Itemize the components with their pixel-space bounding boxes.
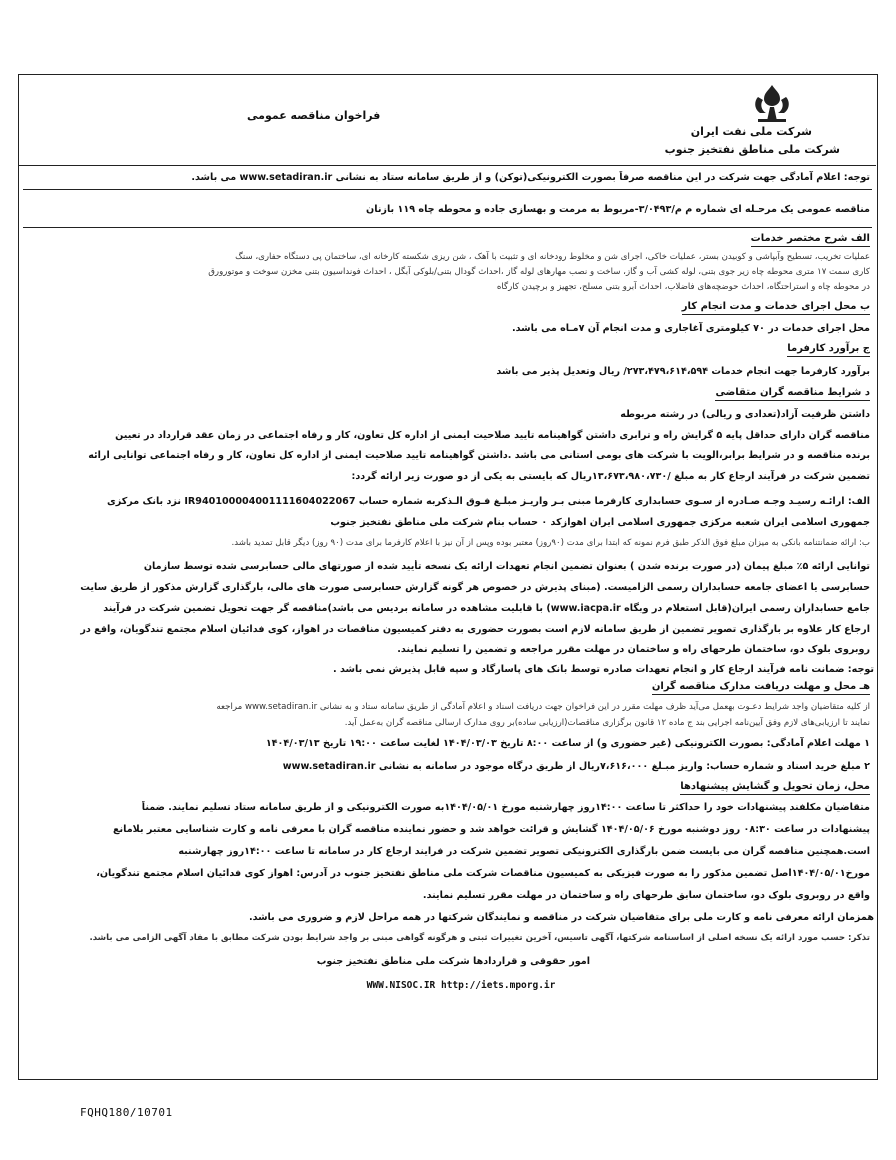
conditions-line: حسابرسی یا اعضای جامعه حسابداران رسمی الزامیست. (مبنای پذیرش در خصوص هر گونه گزارش حسابرسی صورت های مالی، بارگذاری گزارش مذکور از طریق سایت [80,582,870,593]
section-receipt-heading: هـ محل و مهلت دریافت مدارک مناقصه گران [652,681,870,695]
divider [23,227,872,228]
header [19,75,876,166]
delivery-line: واقع در روبروی بلوک دو، ساختمان سابق طرحهای راه و ساختمان در مهلت مقرر تسلیم نمایند. [422,890,870,901]
website-links: WWW.NISOC.IR http://iets.mporg.ir [366,980,556,991]
company-block [666,75,876,165]
nioc-logo-icon [744,81,800,125]
notice-body [19,167,876,1077]
conditions-line: ب: ارائه ضمانتنامه بانکی به میزان مبلغ فوق الذکر طبق فرم نمونه که ابتدا برای مدت (۹۰روز) معتبر بوده وپس از آن نیز با اعلام کارفرما برای مدت (۹۰ روز) دیگر قابل تمدید باشد. [231,538,870,548]
conditions-line: توانایی ارائه ۵٪ مبلغ پیمان (در صورت برنده شدن ) بعنوان تضمین انجام تعهدات ارائه یک نسخه تأیید شده از صورتهای مالی حسابرسی شده توسط سازمان [143,561,870,572]
guarantee-note: توجه: ضمانت نامه فرآیند ارجاع کار و انجام تعهدات صادره توسط بانک های پاسارگاد و سپه قابل پذیرش نمی باشد . [333,664,874,675]
estimate-line: برآورد کارفرما جهت انجام خدمات ۲۷۳،۴۷۹،۶۱۴،۵۹۴/ ریال وتعدیل پذیر می باشد [496,366,870,377]
section-estimate-heading: ج برآورد کارفرما [787,343,870,357]
conditions-line: تضمین شرکت در فرآیند ارجاع کار به مبلغ /۱۳،۶۷۳،۹۸۰،۷۳۰ریال که بایستی به یکی از دو صورت زیر ارائه گردد: [351,471,870,482]
delivery-line: است.همچنین مناقصه گران می بایست ضمن بارگذاری الکترونیکی تصویر تضمین شرکت در فرایند ارجاع کار در سامانه تا ساعت ۱۴:۰۰روز چهارشنبه [178,846,870,857]
conditions-line: جمهوری اسلامی ایران شعبه مرکزی جمهوری اسلامی ایران اهوازکد ۰ حساب بنام شرکت ملی مناطق نفتخیز جنوب [330,517,870,528]
section-services-heading: الف شرح مختصر خدمات [751,233,870,247]
conditions-line: ارجاع کار علاوه بر بارگذاری تصویر تضمین از طریق سامانه لازم است بصورت حضوری به دفتر کمیسیون مناقصات در اهواز، کوی فدائیان اسلام مجتمع تندگویان، واقع در [80,624,870,635]
identity-line: همزمان ارائه معرفی نامه و کارت ملی برای متقاضیان شرکت در مناقصه و نمایندگان شرکتها در همه مراحل لازم و ضروری می باشد. [248,912,874,923]
page-title: فراخوان مناقصه عمومی [247,109,381,122]
location-line: محل اجرای خدمات در ۷۰ کیلومتری آغاجاری و مدت انجام آن ۷مـاه می باشد. [511,323,870,334]
reminder-line: تذکر: حسب مورد ارائه یک نسخه اصلی از اساسنامه شرکتها، آگهی تاسیس، آخرین تغییرات ثبتی و هرگونه گواهی مبنی بر واجد شرایط بودن شرکت مطابق با مفاد آگهی الزامی می باشد. [89,933,870,943]
purchase-line: ۲ مبلغ خرید اسناد و شماره حساب: واریز مبـلغ ۷،۶۱۶،۰۰۰ریال از طریق درگاه موجود در سامانه به نشانی www.setadiran.ir [282,761,870,772]
deadline-line: ۱ مهلت اعلام آمادگی: بصورت الکترونیکی (غیر حضوری و) از ساعت ۸:۰۰ تاریخ ۱۴۰۴/۰۳/۰۳ لغایت ساعت ۱۹:۰۰ تاریخ ۱۴۰۴/۰۳/۱۳ [265,738,870,749]
section-location-heading: ب محل اجرای خدمات و مدت انجام کار [682,301,870,315]
delivery-line: پیشنهادات در ساعت ۰۸:۳۰ روز دوشنبه مورخ ۱۴۰۴/۰۵/۰۶ گشایش و قرائت خواهد شد و حضور نماینده مناقصه گران با معرفی نامه و کارت شناسایی معتبر بلامانع [112,824,870,835]
conditions-line: روبروی بلوک دو، ساختمان طرحهای راه و ساختمان در مهلت مقرر مراجعه و تضمین را تسلیم نمایند. [397,644,870,655]
company-name: شرکت ملی نفت ایران [690,125,812,138]
delivery-line: متقاضیان مکلفند پیشنهادات خود را حداکثر تا ساعت ۱۴:۰۰روز چهارشنبه مورخ ۱۴۰۴/۰۵/۰۱به صورت الکترونیکی و از طریق سامانه ستاد تسلیم نمایند. ضمناً [141,802,870,813]
conditions-line: جامع حسابداران رسمی ایران(قابل استعلام در وبگاه www.iacpa.ir) با قابلیت مشاهده در سامانه بردیس می باشد)مناقصه گر جهت تحویل تضمین شرکت در فرآیند [103,603,870,614]
receipt-line: نمایند تا ارزیابی‌های لازم وفق آیین‌نامه اجرایی بند ج ماده ۱۲ قانون برگزاری مناقصات(ارزیابی ساده)بر روی مدارک ارسالی مناقصه گران به‌عمل آید. [344,718,870,728]
tender-line: مناقصه عمومی یک مرحـله ای شماره م م/۳/۰۴۹۳-مربوط به مرمت و بهسازی جاده و محوطه چاه ۱۱۹ بازنان [366,204,870,215]
notice-frame [18,74,878,1080]
services-line: در محوطه چاه و استراحتگاه، احداث حوضچه‌های فاضلاب، احداث آبرو بتنی مسلح، تجهیز و برچیدن کارگاه [496,282,870,292]
conditions-line: برنده مناقصه و در شرایط برابر،الویت با شرکت های بومی استانی می باشد .داشتن گواهینامه تایید صلاحیت ایمنی از اداره کل تعاون، کار و رفاه اجتماعی توانایی ارائه [88,450,870,461]
services-line: کاری سمت ۱۷ متری محوطه چاه زیر جوی بتنی، لوله کشی آب و گاز، ساخت و نصب مهارهای لوله گاز ،احداث گودال بتنی/بلوکی آبگل ، احداث فونداسیون بتنی مخزن سوخت و موتورورق [208,267,870,277]
section-conditions-heading: د شرایط مناقصه گران متقاضی [715,387,870,401]
conditions-line: مناقصه گران دارای حداقل پایه ۵ گرایش راه و ترابری داشتن گواهینامه تایید صلاحیت ایمنی از اداره کل تعاون، کار و رفاه اجتماعی در زمان عقد قرارداد در تعیین [115,430,870,441]
section-delivery-heading: محل، زمان تحویل و گشایش پیشنهادها [680,781,870,795]
conditions-line: الف: ارائـه رسیـد وجـه صـادره از سـوی حسابداری کارفرما مبنی بـر واریـز مبلـغ فـوق الـذکربه شماره حساب IR940100004001111604022067 نزد بانک مرکزی [106,496,870,507]
setad-notice: توجه: اعلام آمادگی جهت شرکت در این مناقصه صرفاً بصورت الکترونیکی(توکن) و از طریق سامانه ستاد به نشانی www.setadiran.ir می باشد. [191,172,870,183]
services-line: عملیات تخریب، تسطیح وآبپاشی و کوبیدن بستر، عملیات خاکی، اجرای شن و مخلوط رودخانه ای و تثبیت با آهک ، شن ریزی شکسته کارخانه ای، ساختمان پی دستگاه حفاری، سنگ [235,252,870,262]
divider [23,189,872,190]
document-code: FQHQ180/10701 [80,1106,173,1119]
subsidiary-name: شرکت ملی مناطق نفتخیز جنوب [664,143,840,156]
receipt-line: از کلیه متقاضیان واجد شرایط دعـوت بهعمل می‌آید ظرف مهلت مقرر در این فراخوان جهت دریافت اسناد و اعلام آمادگی از طریق سامانه ستاد و به نشانی www.setadiran.ir مراجعه [216,702,870,712]
conditions-line: داشتن ظرفیت آزاد(تعدادی و ریالی) در رشته مربوطه [620,409,870,420]
delivery-line: مورخ۱۴۰۴/۰۵/۰۱اصل تضمین مذکور را به صورت فیزیکی به کمیسیون مناقصات شرکت ملی مناطق نفتخیز جنوب در آدرس: اهواز کوی فدائیان اسلام مجتمع تندگویان، [96,868,870,879]
signature-line: امور حقوقی و قراردادها شرکت ملی مناطق نفتخیز جنوب [316,956,590,967]
